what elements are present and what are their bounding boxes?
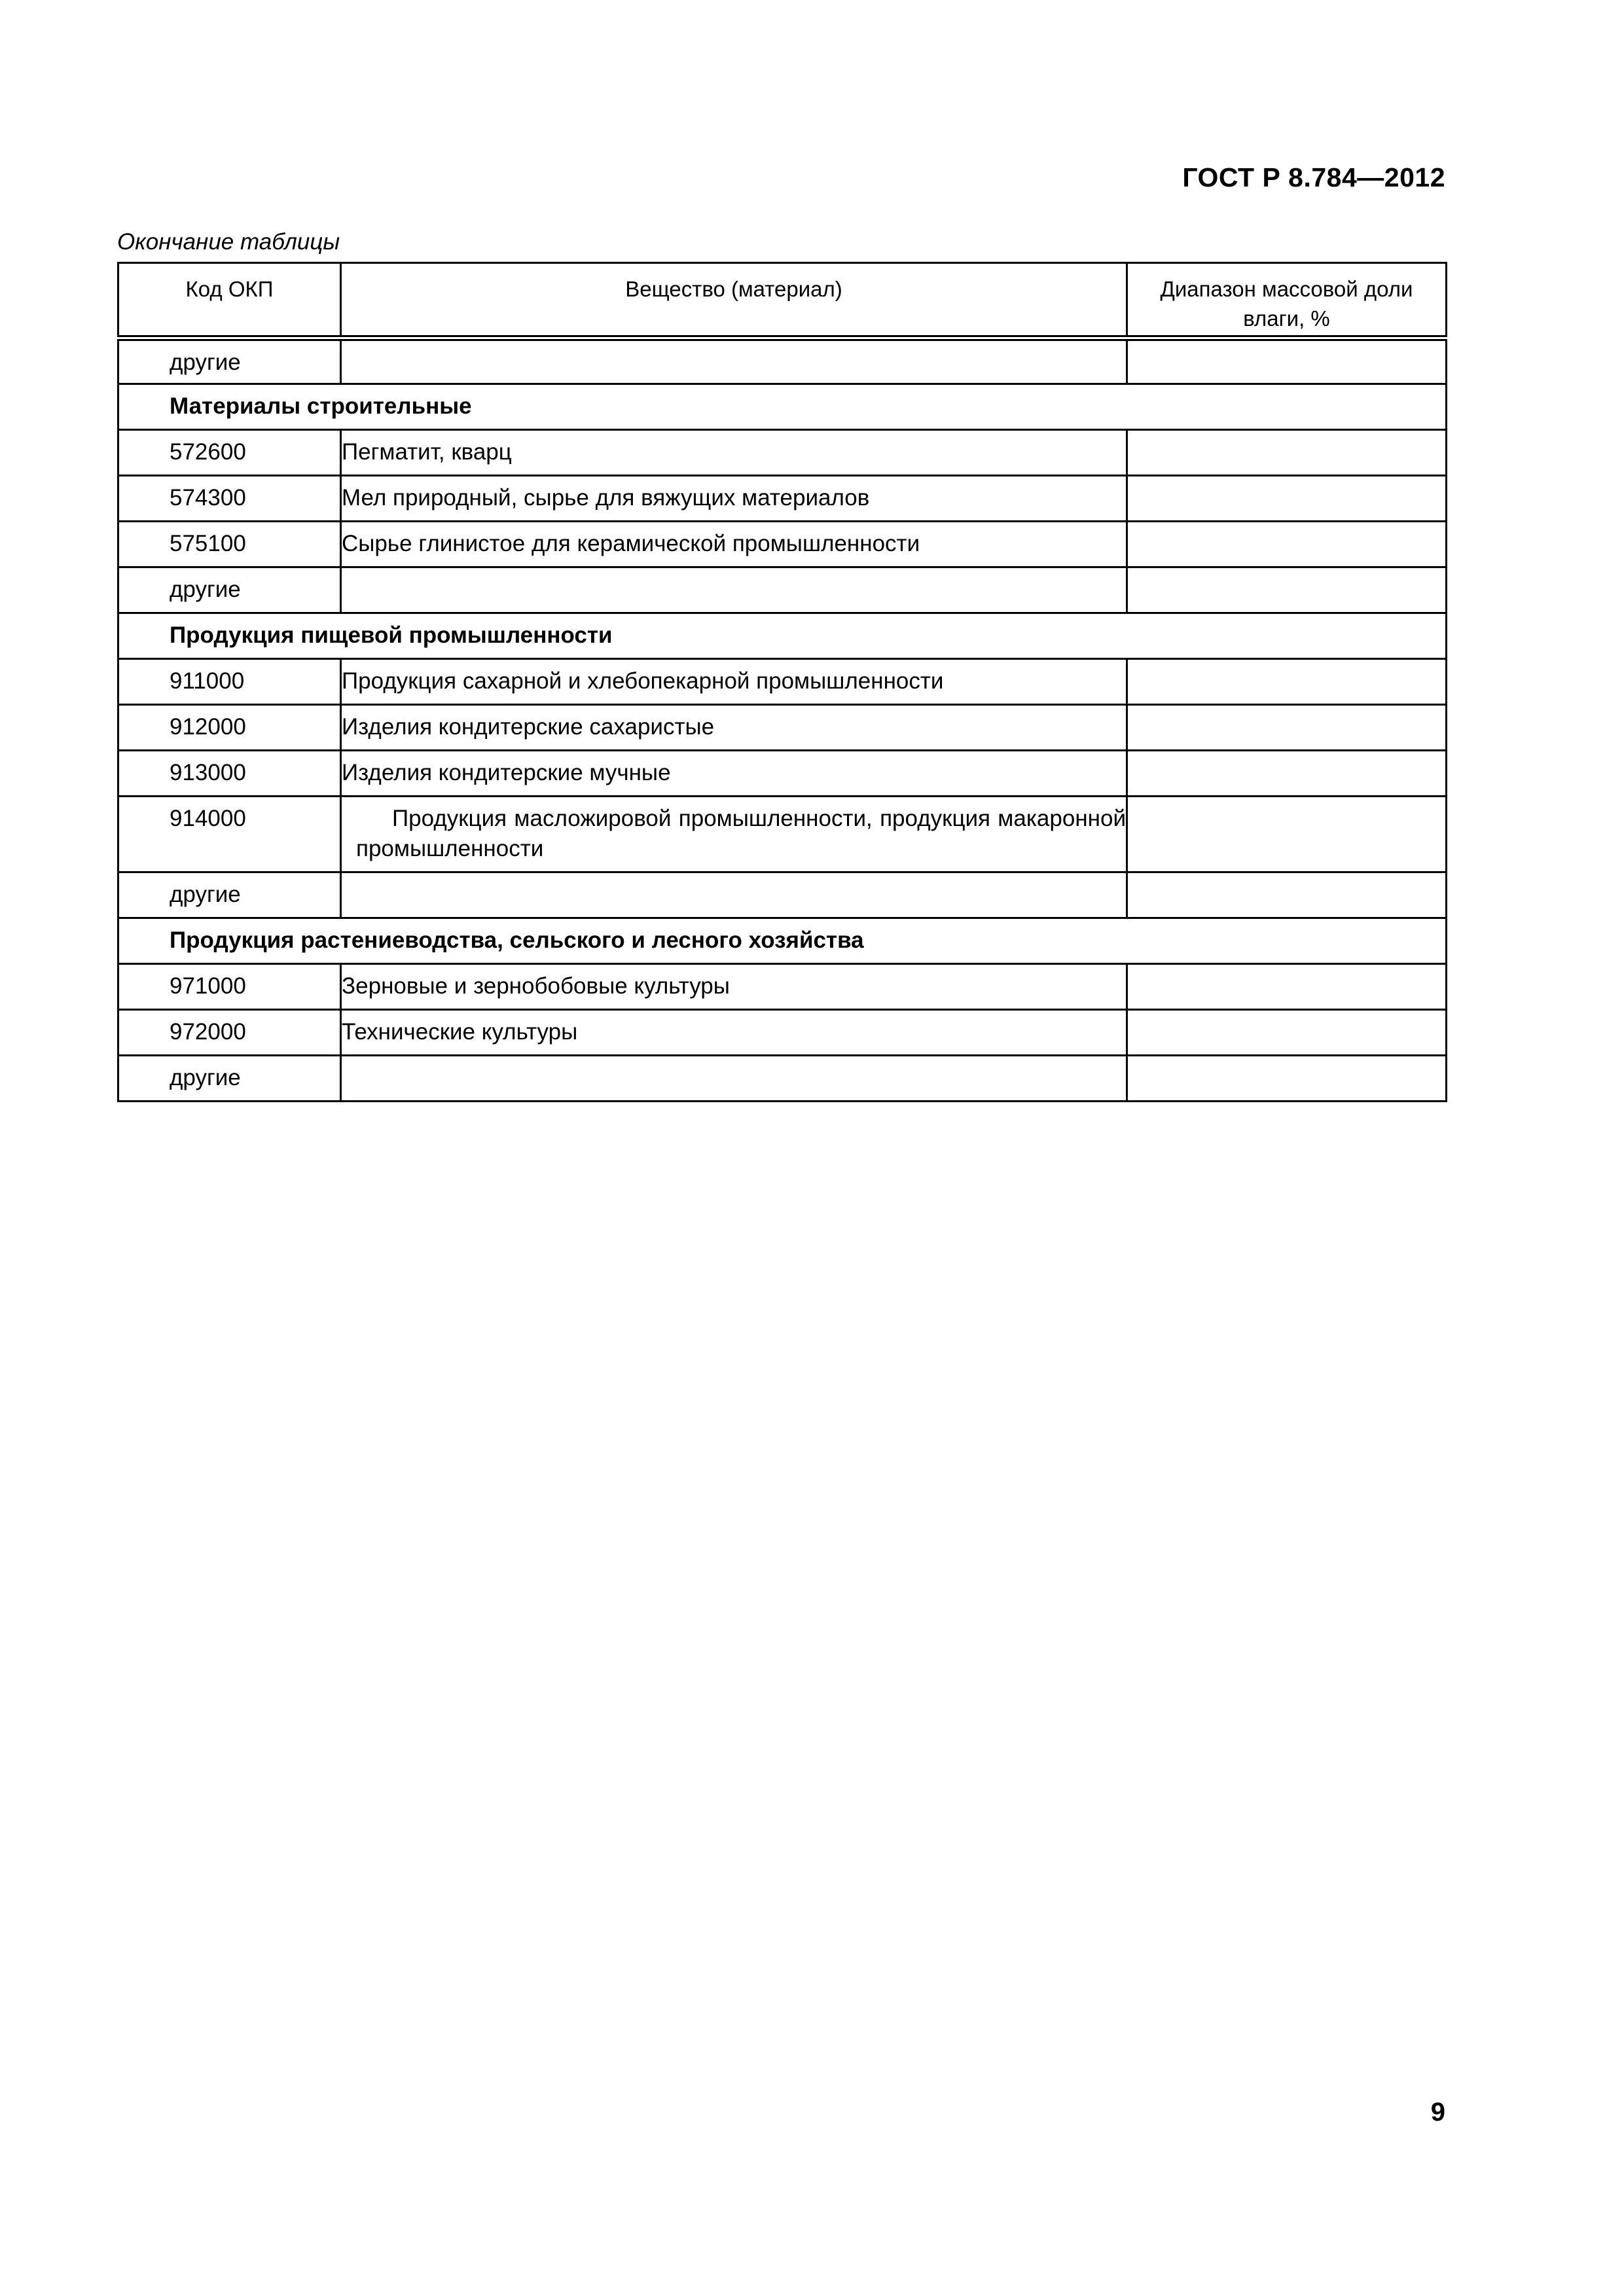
table-header-row	[118, 263, 1447, 338]
substance-cell	[341, 567, 1127, 613]
okp-code-cell: другие	[118, 872, 341, 918]
okp-code-cell: другие	[118, 567, 341, 613]
moisture-range-cell	[1127, 964, 1447, 1010]
substance-cell: Продукция масложировой промышленности, продукция макаронной промышленности	[341, 797, 1127, 872]
column-header-substance: Вещество (материал)	[341, 263, 1127, 338]
table-row	[118, 1056, 1447, 1102]
section-title: Продукция пищевой промышленности	[118, 613, 1447, 659]
table-row	[118, 1010, 1447, 1056]
substance-cell: Изделия кондитерские сахаристые	[341, 705, 1127, 751]
okp-code-cell: 574300	[118, 476, 341, 522]
moisture-range-cell	[1127, 872, 1447, 918]
section-title: Материалы строительные	[118, 384, 1447, 430]
section-row	[118, 613, 1447, 659]
column-header-code: Код ОКП	[118, 263, 341, 338]
substance-cell: Мел природный, сырье для вяжущих материалов	[341, 476, 1127, 522]
page-number: 9	[1430, 2098, 1445, 2126]
moisture-range-cell	[1127, 1010, 1447, 1056]
okp-code-cell: 971000	[118, 964, 341, 1010]
table-row	[118, 430, 1447, 476]
okp-code-cell: 912000	[118, 705, 341, 751]
okp-code-cell: 911000	[118, 659, 341, 705]
substance-cell: Пегматит, кварц	[341, 430, 1127, 476]
substance-cell	[341, 872, 1127, 918]
moisture-range-cell	[1127, 522, 1447, 567]
moisture-range-cell	[1127, 430, 1447, 476]
okp-code-cell: 913000	[118, 751, 341, 797]
table-row	[118, 522, 1447, 567]
moisture-range-cell	[1127, 1056, 1447, 1102]
section-row	[118, 384, 1447, 430]
okp-code-cell: 572600	[118, 430, 341, 476]
table-row	[118, 797, 1447, 872]
okp-code-cell: 575100	[118, 522, 341, 567]
document-designation: ГОСТ Р 8.784—2012	[1182, 162, 1445, 192]
moisture-range-cell	[1127, 567, 1447, 613]
column-header-moisture-range: Диапазон массовой доли влаги, %	[1127, 263, 1447, 338]
okp-code-cell: 972000	[118, 1010, 341, 1056]
okp-moisture-table	[117, 262, 1447, 1102]
moisture-range-cell	[1127, 705, 1447, 751]
table-row	[118, 659, 1447, 705]
substance-cell: Сырье глинистое для керамической промышленности	[341, 522, 1127, 567]
substance-cell: Изделия кондитерские мучные	[341, 751, 1127, 797]
substance-cell	[341, 338, 1127, 384]
table-row	[118, 705, 1447, 751]
moisture-range-cell	[1127, 476, 1447, 522]
okp-code-cell: другие	[118, 338, 341, 384]
substance-cell: Зерновые и зернобобовые культуры	[341, 964, 1127, 1010]
section-title: Продукция растениеводства, сельского и лесного хозяйства	[118, 918, 1447, 964]
substance-cell: Продукция сахарной и хлебопекарной промышленности	[341, 659, 1127, 705]
table-row	[118, 964, 1447, 1010]
section-row	[118, 918, 1447, 964]
okp-code-cell: другие	[118, 1056, 341, 1102]
table-row	[118, 872, 1447, 918]
table-row	[118, 751, 1447, 797]
moisture-range-cell	[1127, 751, 1447, 797]
moisture-range-cell	[1127, 797, 1447, 872]
moisture-range-cell	[1127, 659, 1447, 705]
okp-code-cell: 914000	[118, 797, 341, 872]
substance-cell	[341, 1056, 1127, 1102]
table-row	[118, 338, 1447, 384]
moisture-range-cell	[1127, 338, 1447, 384]
table-row	[118, 476, 1447, 522]
table-caption: Окончание таблицы	[117, 229, 340, 255]
table-row	[118, 567, 1447, 613]
substance-cell: Технические культуры	[341, 1010, 1127, 1056]
